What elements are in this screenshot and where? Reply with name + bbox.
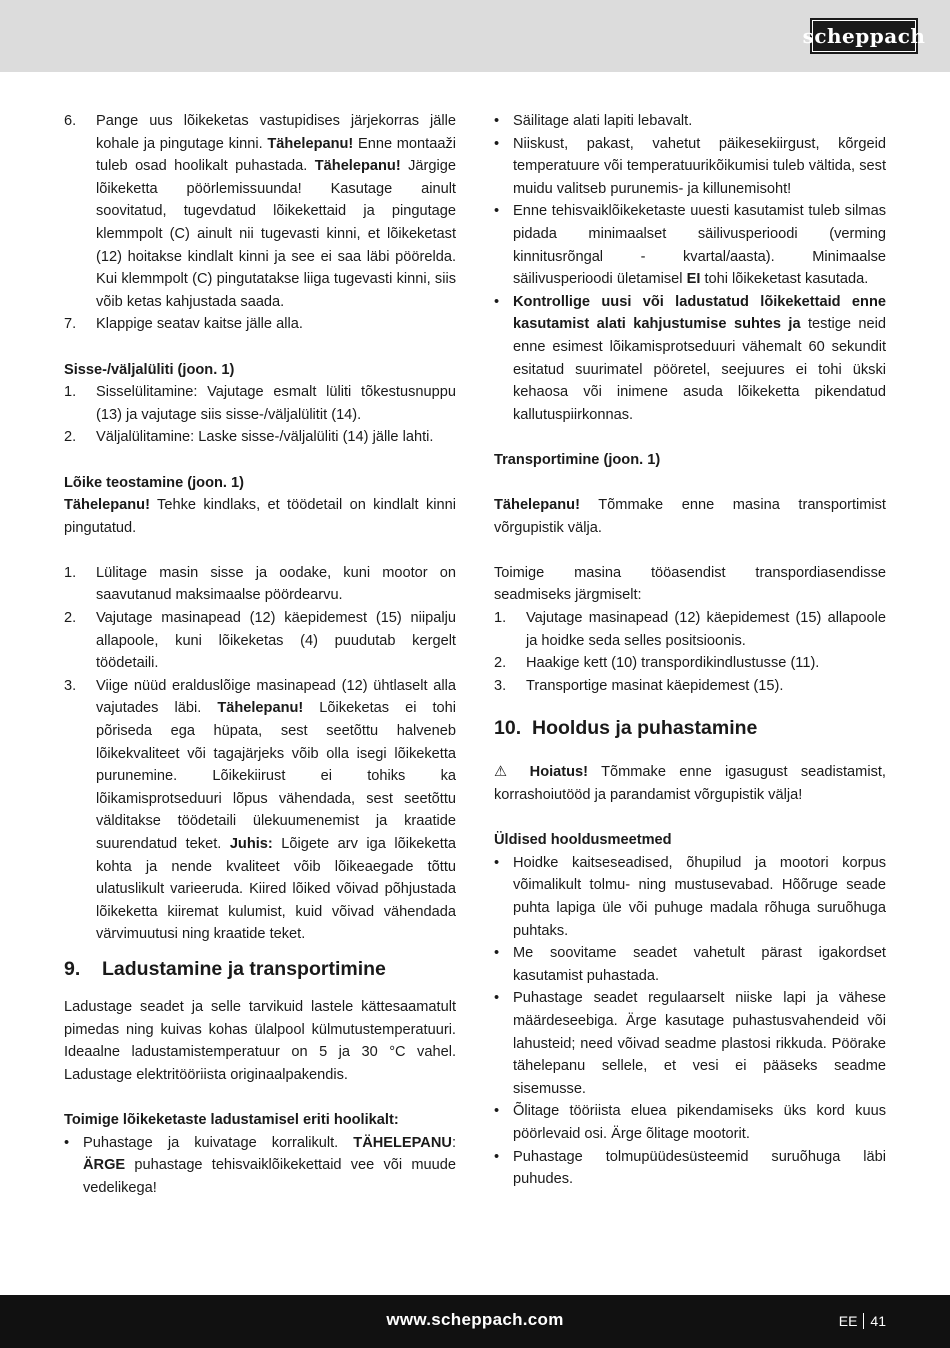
list-item: • Me soovitame seadet vahetult pärast igakordset kasutamist puhastada. — [494, 942, 886, 987]
transport-note: Tähelepanu! Tõmmake enne masina transportimist võrgupistik välja. — [494, 497, 886, 536]
list-item: 7. Klappige seatav kaitse jälle alla. — [64, 316, 303, 333]
maintenance-heading: Üldised hooldusmeetmed — [494, 832, 672, 849]
transport-intro: Toimige masina tööasendist transpordiasendisse seadmiseks järgmiselt: — [494, 564, 886, 604]
cut-note: Tähelepanu! Tehke kindlaks, et töödetail on kindlalt kinni pingutatud. — [64, 497, 456, 536]
page-number: 41 — [870, 1313, 886, 1329]
discs-bullet-list-continued — [494, 110, 886, 426]
discs-bullet-list — [64, 1132, 456, 1200]
list-item: • Säilitage alati lapiti lebavalt. — [494, 110, 886, 133]
list-item: • Enne tehisvaiklõikeketaste uuesti kasutamist tuleb silmas pidada minimaalset säilivusperioodi (verming kinnitusrõngal - kvartal/aasta). Minimaalse säilivusperioodi ületamisel EI tohi lõikeketast kasutada. — [494, 200, 886, 290]
list-item: • Puhastage tolmupüüdesüsteemid suruõhuga läbi puhudes. — [494, 1146, 886, 1191]
list-item: 2. Väljalülitamine: Laske sisse-/väljalüliti (14) jälle lahti. — [64, 429, 434, 446]
footer-bar — [0, 1295, 950, 1348]
left-column — [64, 110, 456, 1199]
header-band — [0, 0, 950, 72]
separator — [863, 1313, 864, 1329]
list-item: • Õlitage tööriista eluea pikendamiseks üks kord kuus pöörlevaid osi. Ärge õlitage mootorit. — [494, 1100, 886, 1145]
list-item: • Hoidke kaitseseadised, õhupilud ja mootori korpus võimalikult tolmu- ning mustusevabad. Hõõruge seade puhta lapiga üle või puhuge madala rõhuga suruõhuga puhtaks. — [494, 852, 886, 942]
footer-website: www.scheppach.com — [386, 1310, 564, 1329]
warning-paragraph: ⚠ Hoiatus! Tõmmake enne igasugust seadistamist, korrashoiutööd ja parandamist võrgupistik välja! — [494, 764, 886, 804]
list-item: • Kontrollige uusi või ladustatud lõikekettaid enne kasutamist alati kahjustumise suhtes ja testige neid enne esimest lõikamisprotseduuri vähemalt 60 sekundit esitatud suurimatel pööretel, seejuures ei tohi ükski kehaosa või inimene asuda lõikeketta pikendatud kallutuspiirkonnas. — [494, 291, 886, 427]
discs-heading: Toimige lõikeketaste ladustamisel eriti hoolikalt: — [64, 1111, 399, 1128]
switch-heading: Sisse-/väljalüliti (joon. 1) — [64, 361, 235, 378]
section-9-title: 9. Ladustamine ja transportimine — [64, 957, 386, 980]
list-item: • Puhastage seadet regulaarselt niiske lapi ja vähese määrdeseebiga. Ärge kasutage puhastusvahendeid või lahusteid; need võivad seadme plastosi rikkuda. Pöörake tähelepanu sellele, et vesi ei pääseks seadme sisemusse. — [494, 987, 886, 1100]
list-item: 1. Lülitage masin sisse ja oodake, kuni mootor on saavutanud maksimaalse pöördearvu. — [64, 564, 456, 604]
right-column — [494, 110, 886, 1191]
switch-steps-list — [64, 381, 456, 449]
list-item: 6. Pange uus lõikeketas vastupidises järjekorras jälle kohale ja pingutage kinni. Tähelepanu! Enne montaaži tuleb osad hoolikalt puhastada. Tähelepanu! Järgige lõikeketta pöörlemissuunda! Kasutage ainult soovitatud, tugevdatud lõikekettaid ja pingutage klemmpolt (C) ainult nii tugevasti kinni, et lõikeketast (12) hoitakse kindlalt kinni ja see ei saa läbi pöörelda. Kui klemmpolt (C) pingutatakse liiga tugevasti kinni, siis võib ketas kahjustada saada. — [64, 113, 456, 310]
list-item: 2. Vajutage masinapead (12) käepidemest (15) niipalju allapoole, kuni lõikeketas (4) puudutab kergelt töödetaili. — [64, 610, 456, 672]
maintenance-bullet-list — [494, 852, 886, 1191]
language-code: EE — [838, 1313, 858, 1329]
transport-heading: Transportimine (joon. 1) — [494, 451, 661, 468]
assembly-steps-list — [64, 110, 456, 336]
transport-steps-list — [494, 607, 886, 697]
list-item: • Puhastage ja kuivatage korralikult. TÄHELEPANU: ÄRGE puhastage tehisvaiklõikekettaid vee või muude vedelikega! — [64, 1132, 456, 1200]
storage-text: Ladustage seadet ja selle tarvikuid lastele kättesaamatult pimedas ning kuivas kohas ülalpool külmutustemperatuuri. Ideaalne ladustamistemperatuur on 5 ja 30 °C vahel. Ladustage elektritööriista originaalpakendis. — [64, 998, 456, 1083]
list-item: 3. Transportige masinat käepidemest (15). — [494, 677, 784, 694]
section-10-title: 10. Hooldus ja puhastamine — [494, 717, 758, 740]
list-item: 1. Vajutage masinapead (12) käepidemest (15) allapoole ja hoidke seda selles positsioonis. — [494, 610, 886, 649]
list-item: • Niiskust, pakast, vahetut päikesekiirgust, kõrgeid temperatuure või temperatuurikõikumisi tuleb vältida, sest muidu valitseb purunemis- ja killunemisoht! — [494, 133, 886, 201]
list-item: 3. Viige nüüd eralduslõige masinapead (12) ühtlaselt alla vajutades läbi. Tähelepanu! Lõikeketas ei tohi põriseda ega hüpata, sest seetõttu halveneb lõikekvaliteet või tagajärjeks võib olla isegi lõikeketta purunemine. Lõikekiirust ei tohiks ka lõikamisprotseduuri lõpus vähendada, sest seetõttu välditakse töödetaili ülekuumenemist ja kraatide suurendatud teket. Juhis: Lõigete arv iga lõikeketta kohta ja nende kvaliteet võib lõikeaegade tõttu ulatuslikult varieeruda. Kiired lõiked võivad põhjustada lõikeketta kiiremat kulumist, kuid võivad vähendada värvimuutusi ning kraatide teket. — [64, 677, 457, 943]
list-item: 1. Sisselülitamine: Vajutage esmalt lüliti tõkestusnuppu (13) ja vajutage siis sisse-/väljalülitit (14). — [64, 384, 456, 423]
cut-heading: Lõike teostamine (joon. 1) — [64, 474, 245, 491]
cut-steps-list — [64, 562, 456, 946]
warning-triangle-icon: ⚠ — [494, 764, 517, 781]
scheppach-logo: scheppach — [810, 18, 918, 54]
list-item: 2. Haakige kett (10) transpordikindlustusse (11). — [494, 655, 820, 672]
page-indicator — [839, 1310, 886, 1333]
